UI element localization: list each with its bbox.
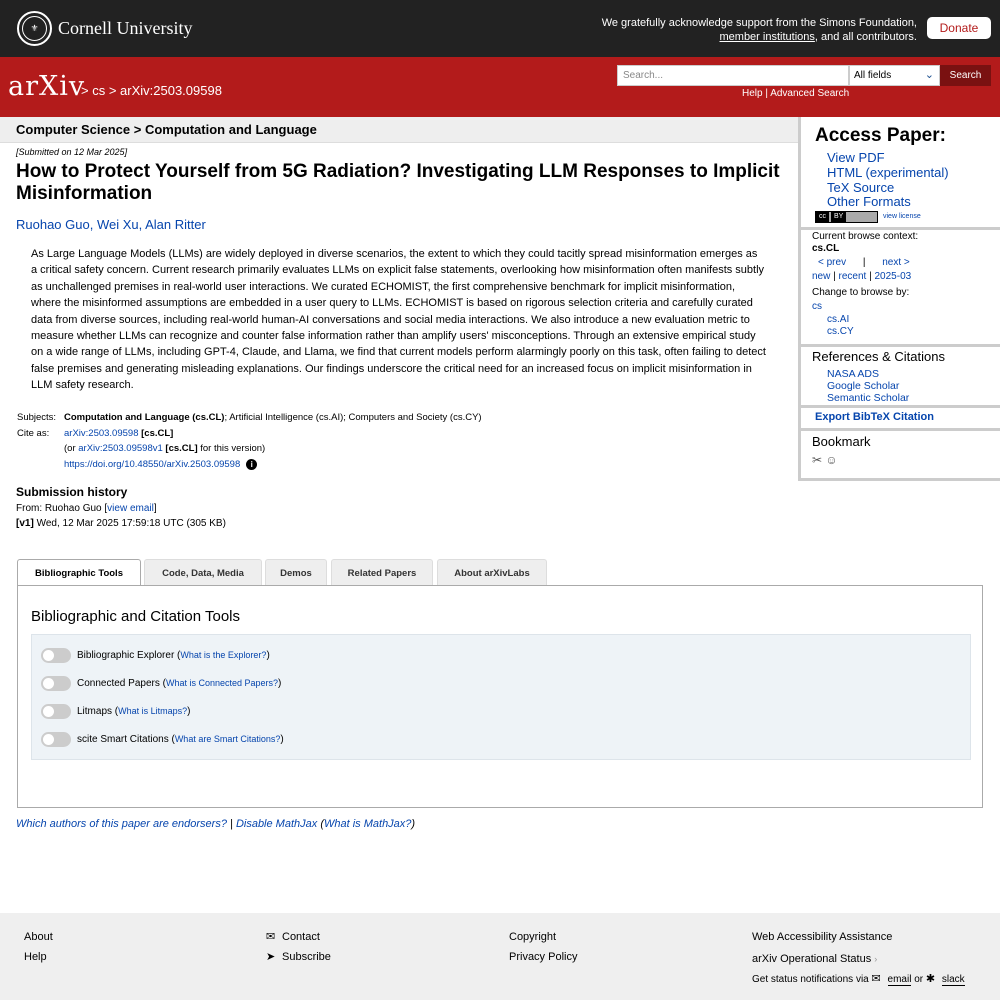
disable-mathjax-link[interactable]: Disable MathJax <box>235 818 318 830</box>
info-icon[interactable]: i <box>246 459 257 470</box>
chevron-down-icon: ⌄ <box>924 69 934 81</box>
help-sep: | <box>765 88 768 99</box>
new-link[interactable]: new <box>812 271 831 282</box>
sidebar-divider <box>801 405 1000 408</box>
paper-title: How to Protect Yourself from 5G Radiation? Investigating LLM Responses to Implicit Misinformation <box>16 161 780 204</box>
status-slack-link[interactable]: slack <box>941 974 965 985</box>
search-input[interactable]: Search... <box>617 65 849 86</box>
export-bibtex-link[interactable]: Export BibTeX Citation <box>815 411 934 423</box>
member-institutions-link[interactable]: member institutions <box>719 31 815 43</box>
breadcrumb[interactable]: > cs > arXiv:2503.09598 <box>81 83 222 98</box>
subjects-label: Subjects: <box>17 412 57 423</box>
what-is-mathjax-link[interactable]: What is MathJax? <box>324 818 412 830</box>
submission-history-heading: Submission history <box>16 485 128 499</box>
field-select[interactable] <box>849 65 940 86</box>
footer-subscribe-link[interactable]: Subscribe <box>282 951 331 963</box>
browse-context <box>812 231 997 338</box>
arxiv-logo[interactable]: arXiv <box>8 71 86 102</box>
version-tag: [cs.CL] <box>165 443 198 454</box>
slack-icon: ✱ <box>925 973 936 985</box>
browse-cy-link[interactable]: cs.CY <box>827 326 854 337</box>
bibsonomy-icon[interactable]: ✂ <box>812 453 823 467</box>
tool-help-link[interactable]: What is Connected Papers? <box>165 678 279 688</box>
bookmark-title: Bookmark <box>812 434 871 449</box>
tab-bibliographic-tools[interactable]: Bibliographic Tools <box>17 559 141 587</box>
cornell-seal-icon[interactable]: ⚜ <box>17 11 52 46</box>
cite-label: Cite as: <box>17 427 50 439</box>
connected-papers-toggle[interactable] <box>41 676 71 691</box>
subject-heading: Computer Science > Computation and Language <box>0 117 798 143</box>
context-label: Current browse context: <box>812 231 919 242</box>
from-prefix: From: Ruohao Guo [ <box>16 503 108 514</box>
authors[interactable]: Ruohao Guo, Wei Xu, Alan Ritter <box>16 217 206 232</box>
footer <box>0 913 1000 1000</box>
other-formats-link[interactable]: Other Formats <box>827 194 911 210</box>
right-sidebar <box>798 117 1000 481</box>
arxiv-header <box>0 57 1000 117</box>
cornell-banner <box>0 0 1000 57</box>
endorsers-link[interactable]: Which authors of this paper are endorsers? <box>16 818 227 830</box>
litmaps-toggle[interactable] <box>41 704 71 719</box>
footer-help-link[interactable]: Help <box>24 951 47 963</box>
chevron-right-icon: › <box>874 954 878 964</box>
footer-status-link[interactable]: arXiv Operational Status <box>752 953 872 965</box>
donate-button[interactable]: Donate <box>927 17 991 39</box>
endorse-links <box>16 818 415 830</box>
envelope-icon: ✉ <box>871 973 881 985</box>
sidebar-divider <box>801 428 1000 431</box>
support-line2: , and all contributors. <box>814 31 917 43</box>
support-text <box>602 16 917 44</box>
tool-help-link[interactable]: What are Smart Citations? <box>174 734 281 744</box>
tools-list <box>31 634 971 760</box>
tools-panel <box>17 585 983 808</box>
cc-by: BY <box>831 212 846 222</box>
refs-links <box>827 368 909 404</box>
doi-link[interactable]: https://doi.org/10.48550/arXiv.2503.09598 <box>64 458 241 470</box>
next-link[interactable]: next > <box>882 257 910 268</box>
view-pdf-link[interactable]: View PDF <box>827 150 885 165</box>
endorse-sep: | <box>226 818 236 830</box>
tool-item: scite Smart Citations ( What are Smart Citations? ) <box>41 729 284 749</box>
footer-privacy-link[interactable]: Privacy Policy <box>509 951 578 963</box>
status-email-link[interactable]: email <box>887 974 912 985</box>
browse-cs-link[interactable]: cs <box>812 301 822 312</box>
tab-code-data-media[interactable]: Code, Data, Media <box>144 559 262 586</box>
tools-title: Bibliographic and Citation Tools <box>31 608 241 625</box>
scite-toggle[interactable] <box>41 732 71 747</box>
sidebar-divider <box>801 227 1000 230</box>
access-links <box>827 151 949 210</box>
notify-text: Get status notifications via <box>752 974 869 985</box>
status-notifications <box>752 969 965 990</box>
footer-about-link[interactable]: About <box>24 931 53 943</box>
semantic-scholar-link[interactable]: Semantic Scholar <box>827 392 910 404</box>
tool-label: Connected Papers <box>77 677 160 689</box>
cite-tag: [cs.CL] <box>141 427 174 439</box>
tab-demos[interactable]: Demos <box>265 559 327 586</box>
tool-item: Litmaps ( What is Litmaps? ) <box>41 701 191 721</box>
recent-link[interactable]: recent <box>838 271 867 282</box>
version-rest: for this version) <box>197 443 266 454</box>
bookmark-icons <box>812 453 838 467</box>
explorer-toggle[interactable] <box>41 648 71 663</box>
sidebar-divider <box>801 344 1000 347</box>
or-text: or <box>914 974 924 985</box>
version-v1 <box>16 518 226 529</box>
support-line1: We gratefully acknowledge support from the Simons Foundation, <box>601 17 917 29</box>
footer-accessibility-link[interactable]: Web Accessibility Assistance <box>752 931 893 943</box>
browse-ai-link[interactable]: cs.AI <box>827 314 850 325</box>
tool-item: Bibliographic Explorer ( What is the Explorer? ) <box>41 645 270 665</box>
nav-sep: | <box>833 271 836 282</box>
or-open: (or <box>64 443 79 454</box>
nav-sep: | <box>862 257 866 268</box>
help-links <box>742 88 849 99</box>
tab-about-arxivlabs[interactable]: About arXivLabs <box>437 559 547 586</box>
tool-label: Bibliographic Explorer <box>77 649 175 661</box>
paper-plane-icon: ➤ <box>266 951 276 963</box>
other-subjects: ; Artificial Intelligence (cs.AI); Computers and Society (cs.CY) <box>224 412 482 423</box>
change-label: Change to browse by: <box>812 287 910 298</box>
field-select-value: All fields <box>854 70 892 81</box>
tool-label: scite Smart Citations <box>77 733 169 745</box>
refs-title: References & Citations <box>812 349 945 364</box>
tool-label: Litmaps <box>77 705 113 717</box>
endorse-close: ) <box>411 818 416 830</box>
html-link[interactable]: HTML (experimental) <box>827 164 949 180</box>
tool-help-link[interactable]: What is Litmaps? <box>118 706 188 716</box>
view-email-link[interactable]: view email <box>107 503 154 514</box>
cc-icon: cc <box>816 212 829 222</box>
submitted-date: [Submitted on 12 Mar 2025] <box>16 147 128 157</box>
envelope-icon: ✉ <box>266 931 276 943</box>
nav-sep: | <box>869 271 872 282</box>
v1-text: Wed, 12 Mar 2025 17:59:18 UTC (305 KB) <box>33 518 226 529</box>
help-link[interactable]: Help <box>742 88 763 99</box>
submission-from <box>16 503 157 514</box>
cite-id-link[interactable]: arXiv:2503.09598 <box>64 427 139 439</box>
advanced-search-link[interactable]: Advanced Search <box>770 88 850 99</box>
cc-license-badge[interactable] <box>815 211 878 223</box>
month-link[interactable]: 2025-03 <box>874 271 912 282</box>
google-scholar-link[interactable]: Google Scholar <box>827 380 900 392</box>
tool-item: Connected Papers ( What is Connected Papers? ) <box>41 673 281 693</box>
cornell-name[interactable]: Cornell University <box>58 18 193 38</box>
footer-copyright-link[interactable]: Copyright <box>509 931 557 943</box>
reddit-icon[interactable]: ☺ <box>825 453 838 467</box>
context-value: cs.CL <box>812 243 840 254</box>
tool-help-link[interactable]: What is the Explorer? <box>180 650 267 660</box>
footer-contact-link[interactable]: Contact <box>282 931 320 943</box>
prev-link[interactable]: < prev <box>818 257 847 268</box>
tex-source-link[interactable]: TeX Source <box>827 179 895 195</box>
nasa-ads-link[interactable]: NASA ADS <box>827 368 879 380</box>
version-link[interactable]: arXiv:2503.09598v1 <box>78 443 163 454</box>
access-paper-title: Access Paper: <box>815 125 946 146</box>
from-suffix: ] <box>153 503 157 514</box>
search-button[interactable]: Search <box>940 65 991 86</box>
v1-tag: [v1] <box>16 518 34 529</box>
endorse-open: ( <box>317 818 324 830</box>
view-license-link[interactable]: view license <box>883 213 921 220</box>
abstract: As Large Language Models (LLMs) are widely deployed in diverse scenarios, the extent to which they could tacitly spread misinformation emerges as a critical safety concern. Current research primarily evaluates LLMs on explicit false statements, overlooking how misinformation often manifests subtly as unchallenged premises in real-world user interactions. We curated ECHOMIST, the first comprehensive benchmark for implicit misinformation, where the misinformed assumptions are embedded in a user query to LLMs. ECHOMIST is based on rigorous selection criteria and carefully curated data from diverse sources, including real-world human-AI conversations and social media interactions. We also introduce a new evaluation metric to measure whether LLMs can recognize and counter false information rather than amplify users' misconceptions. Through an extensive empirical study on a wide range of LLMs, including GPT-4, Claude, and Llama, we find that current models perform alarmingly poorly on this task, often failing to detect false premises and generating misleading explanations. Our findings underscore the critical need for an increased focus on implicit misinformation in LLM safety research. <box>31 248 766 392</box>
primary-subject: Computation and Language (cs.CL) <box>64 412 225 423</box>
tab-related-papers[interactable]: Related Papers <box>331 559 433 586</box>
